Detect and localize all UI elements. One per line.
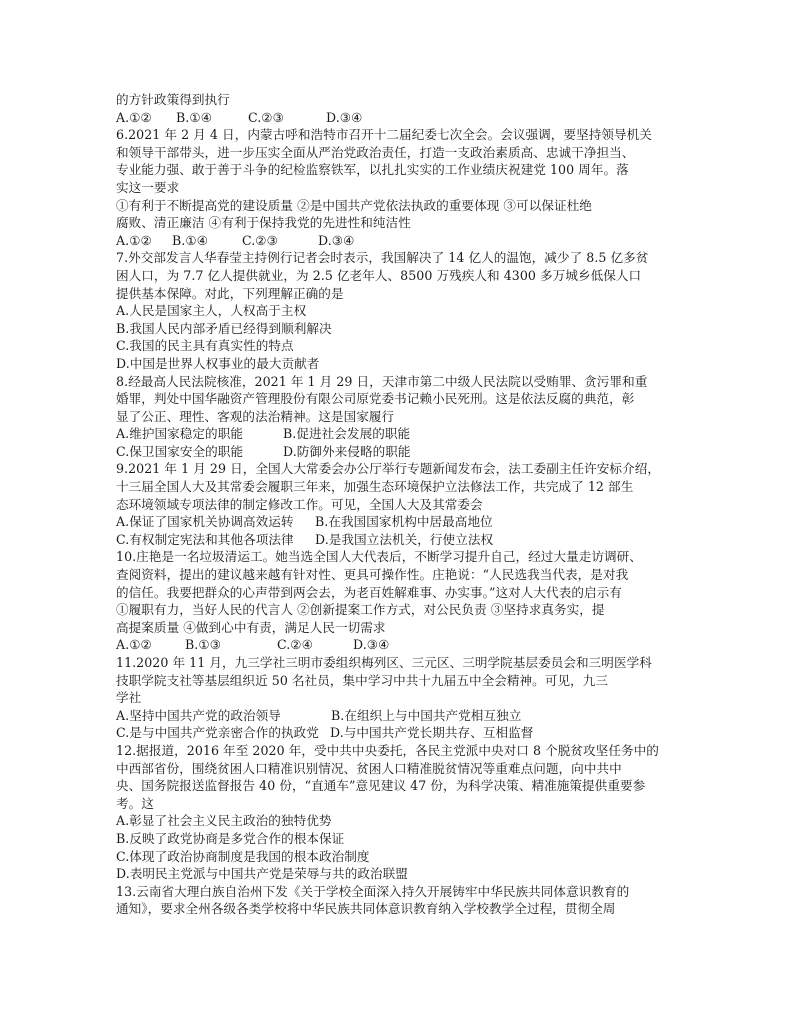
answer-option: D.与中国共产党长期共存、互相监督 <box>330 725 534 741</box>
answer-option: A.①② <box>116 232 152 248</box>
answer-options-row <box>116 425 676 443</box>
answer-option: B.在组织上与中国共产党相互独立 <box>331 707 522 723</box>
exam-text-body <box>116 91 676 918</box>
answer-options-row <box>116 724 676 742</box>
text-line: 和领导干部带头，进一步压实全面从严治党政治责任，打造一支政治素质高、忠诚干净担当、 <box>116 144 635 160</box>
answer-options-row <box>116 707 676 725</box>
text-line: 考。这 <box>116 795 154 811</box>
answer-option: A.保证了国家机关协调高效运转 <box>116 514 294 530</box>
text-line: 婚罪，判处中国华融资产管理股份有限公司原党委书记赖小民死刑。这是依法反腐的典范，彰 <box>116 391 635 407</box>
answer-options-row <box>116 636 676 654</box>
text-line: D.中国是世界人权事业的最大贡献者 <box>116 355 320 371</box>
text-line: 技职学院支社等基层组织近 50 名社员，集中学习中共十九届五中全会精神。可见，九三 <box>116 672 609 688</box>
answer-option: D.③④ <box>326 109 363 125</box>
answer-option: D.是我国立法机关，行使立法权 <box>315 531 494 547</box>
answer-option: B.①③ <box>185 637 222 653</box>
answer-option: A.坚持中国共产党的政治领导 <box>116 707 281 723</box>
text-line: 的方针政策得到执行 <box>116 92 230 107</box>
text-line: 10.庄艳是一名垃圾清运工。她当选全国人大代表后，不断学习提升自己，经过大量走访调研、 <box>116 549 642 565</box>
text-line: B.我国人民内部矛盾已经得到顺利解决 <box>116 320 332 336</box>
text-line: 显了公正、理性、客观的法治精神。这是国家履行 <box>116 408 395 424</box>
text-line: 查阅资料，提出的建议越来越有针对性、更具可操作性。庄艳说：“人民选我当代表，是对我 <box>116 567 629 583</box>
text-line: D.表明民主党派与中国共产党是荣辱与共的政治联盟 <box>116 866 408 882</box>
text-line: 通知》，要求全州各级各类学校将中华民族共同体意识教育纳入学校教学全过程，贯彻全周 <box>116 901 616 917</box>
text-line: ①有利于不断提高党的建设质量 ②是中国共产党依法执政的重要体现 ③可以保证杜绝 <box>116 197 592 213</box>
text-line: C.我国的民主具有真实性的特点 <box>116 338 294 354</box>
text-line: 腐败、清正廉洁 ④有利于保持我党的先进性和纯洁性 <box>116 215 411 231</box>
text-line: 困人口，为 7.7 亿人提供就业，为 2.5 亿老年人、8500 万残疾人和 4300 多万城乡低保人口 <box>116 267 642 283</box>
text-line: 央、国务院报送监督报告 40 份，“直通车”意见建议 47 份，为科学决策、精准施策提供重要参 <box>116 778 646 794</box>
answer-options-row <box>116 232 676 250</box>
answer-option: C.②③ <box>248 109 284 125</box>
text-line: 的信任。我要把群众的心声带到两会去，为老百姓解难事、办实事。”这对人大代表的启示有 <box>116 584 622 600</box>
text-line: 13.云南省大理白族自治州下发《关于学校全面深入持久开展铸牢中华民族共同体意识教育的 <box>116 883 630 899</box>
answer-option: A.维护国家稳定的职能 <box>116 426 243 442</box>
answer-option: D.③④ <box>318 232 355 248</box>
text-line: A.彰显了社会主义民主政治的独特优势 <box>116 813 332 829</box>
text-line: A.人民是国家主人，人权高于主权 <box>116 303 307 319</box>
answer-option: D.③④ <box>353 637 390 653</box>
text-line: C.体现了政治协商制度是我国的根本政治制度 <box>116 848 370 864</box>
answer-option: C.②④ <box>277 637 313 653</box>
text-line: 态环境领域专项法律的制定修改工作。可见，全国人大及其常委会 <box>116 496 483 512</box>
text-line: 9.2021 年 1 月 29 日，全国人大常委会办公厅举行专题新闻发布会，法工委副主任许安标介绍， <box>116 461 660 477</box>
answer-option: C.有权制定宪法和其他各项法律 <box>116 531 294 547</box>
answer-option: C.是与中国共产党亲密合作的执政党 <box>116 725 319 741</box>
answer-option: C.保卫国家安全的职能 <box>116 443 244 459</box>
text-line: 11.2020 年 11 月，九三学社三明市委组织梅列区、三元区、三明学院基层委员会和三明医学科 <box>116 655 652 670</box>
answer-option: B.①④ <box>172 232 209 248</box>
text-line: 十三届全国人大及其常委会履职三年来，加强生态环境保护立法修法工作，共完成了 12 部生 <box>116 479 634 495</box>
text-line: 7.外交部发言人华春莹主持例行记者会时表示，我国解决了 14 亿人的温饱，减少了 8.5 亿多贫 <box>116 250 649 266</box>
answer-option: B.促进社会发展的职能 <box>283 426 411 442</box>
answer-options-row <box>116 443 676 461</box>
answer-option: D.防御外来侵略的职能 <box>283 443 411 459</box>
answer-option: A.①② <box>116 637 152 653</box>
answer-options-row <box>116 513 676 531</box>
answer-option: C.②③ <box>242 232 278 248</box>
text-line: 高提案质量 ④做到心中有责，满足人民一切需求 <box>116 619 386 635</box>
answer-option: A.①② <box>116 109 152 125</box>
text-line: 6.2021 年 2 月 4 日，内蒙古呼和浩特市召开十二届纪委七次全会。会议强调，要坚持领导机关 <box>116 127 652 143</box>
text-line: ①履职有力，当好人民的代言人 ②创新提案工作方式，对公民负责 ③坚持求真务实，提 <box>116 602 605 618</box>
answer-option: B.①④ <box>176 109 213 125</box>
text-line: 12.据报道，2016 年至 2020 年，受中共中央委托，各民主党派中央对口 8 个脱贫攻坚任务中的 <box>116 742 659 758</box>
text-line: 8.经最高人民法院核准，2021 年 1 月 29 日，天津市第二中级人民法院以受贿罪、贪污罪和重 <box>116 373 648 389</box>
text-line: 实这一要求 <box>116 179 180 195</box>
answer-options-row <box>116 531 676 549</box>
answer-options-row <box>116 109 676 127</box>
text-line: B.反映了政党协商是多党合作的根本保证 <box>116 830 345 846</box>
text-line: 学社 <box>116 690 142 706</box>
text-line: 中西部省份，围绕贫困人口精准识别情况、贫困人口精准脱贫情况等重难点问题，向中共中 <box>116 760 622 776</box>
answer-option: B.在我国国家机构中居最高地位 <box>315 514 493 530</box>
text-line: 专业能力强、敢于善于斗争的纪检监察铁军，以扎扎实实的工作业绩庆祝建党 100 周年。落 <box>116 162 629 178</box>
text-line: 提供基本保障。对此，下列理解正确的是 <box>116 285 344 301</box>
